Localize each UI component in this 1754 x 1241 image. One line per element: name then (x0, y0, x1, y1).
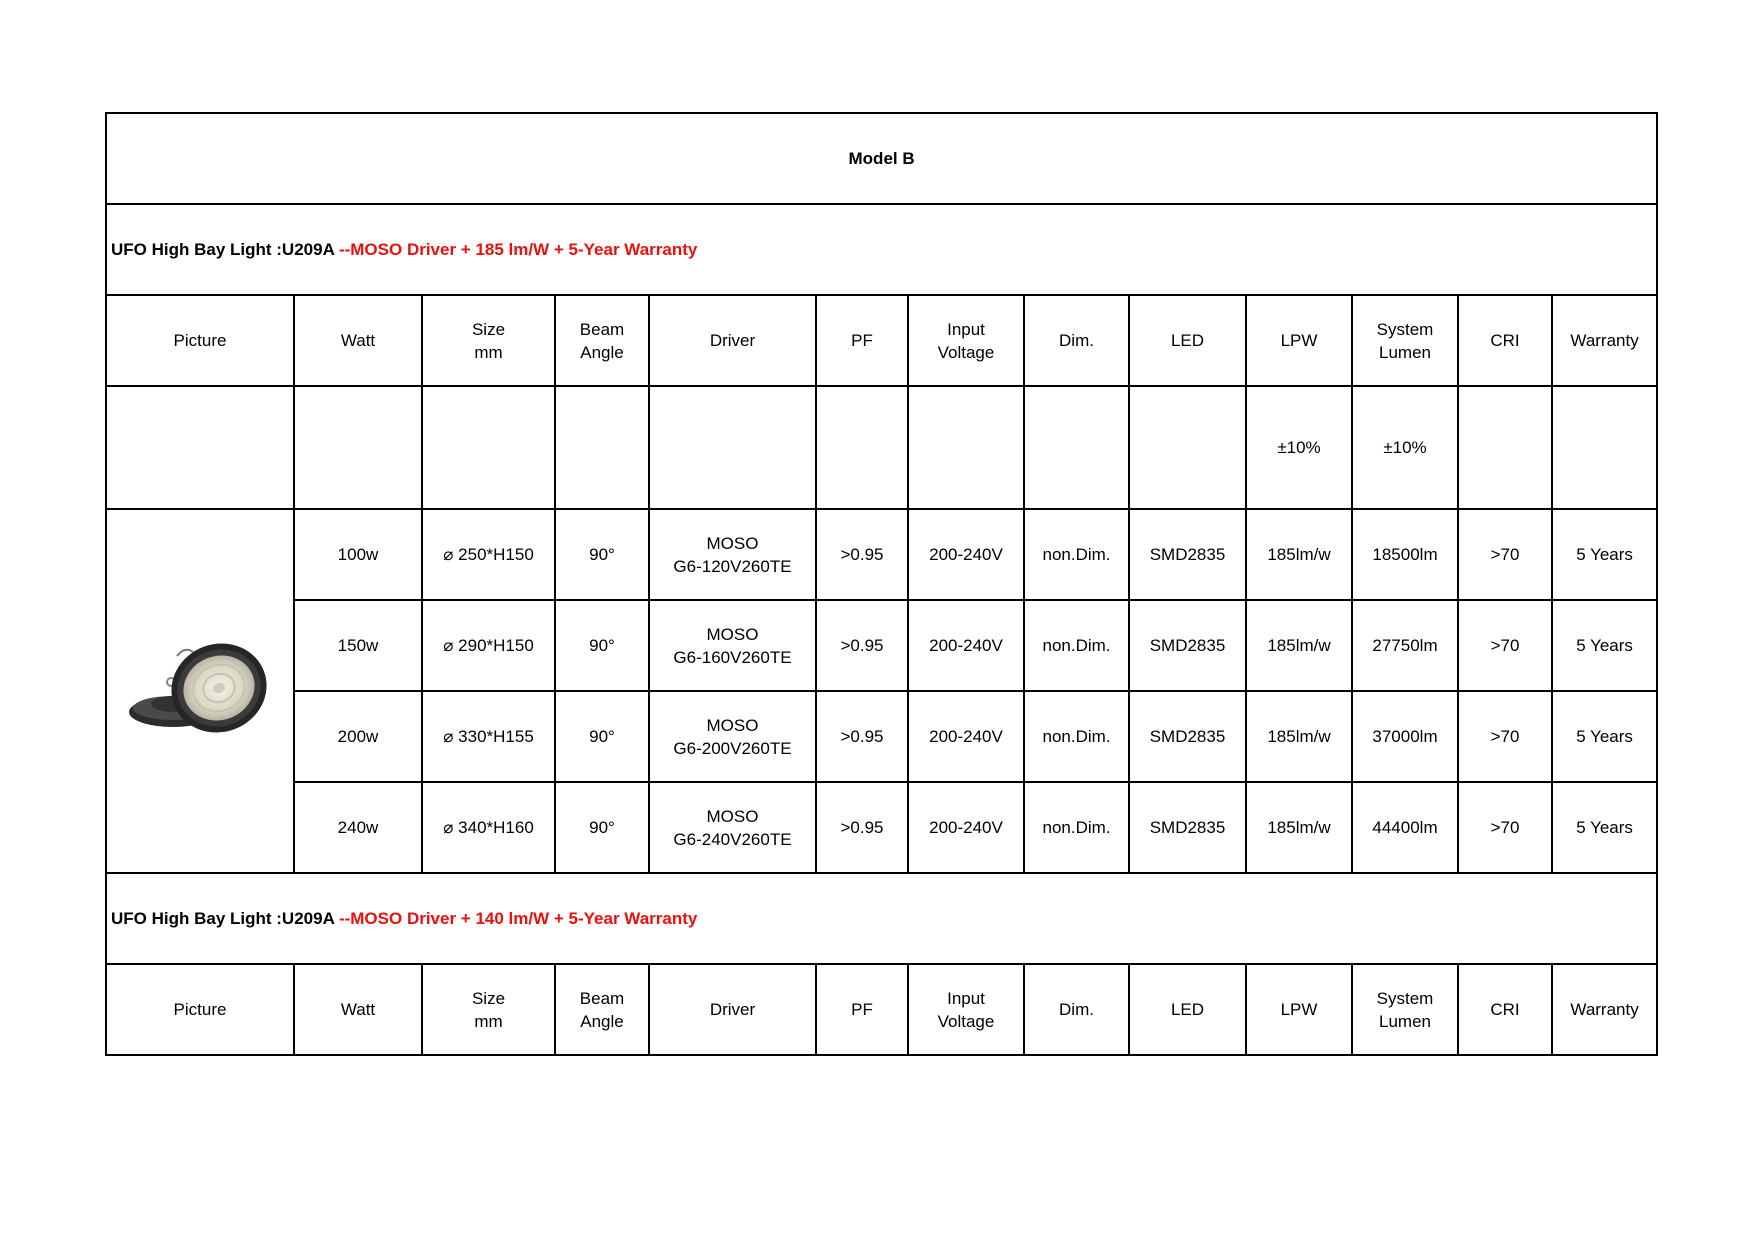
header-size: Size mm (422, 964, 555, 1055)
table-title: Model B (106, 113, 1657, 204)
header-picture: Picture (106, 964, 294, 1055)
watt-cell: 200w (294, 691, 422, 782)
header-driver: Driver (649, 295, 816, 386)
header-row (106, 964, 1657, 1055)
table-row (106, 509, 1657, 600)
ufo-high-bay-light-image (125, 636, 275, 746)
lumen-cell: 27750lm (1352, 600, 1458, 691)
beam-angle-cell: 90° (555, 509, 649, 600)
watt-cell: 150w (294, 600, 422, 691)
header-led: LED (1129, 964, 1246, 1055)
tolerance-row (106, 386, 1657, 509)
header-picture: Picture (106, 295, 294, 386)
header-beam-angle: Beam Angle (555, 964, 649, 1055)
header-row (106, 295, 1657, 386)
header-size: Size mm (422, 295, 555, 386)
voltage-cell: 200-240V (908, 691, 1024, 782)
voltage-cell: 200-240V (908, 600, 1024, 691)
led-cell: SMD2835 (1129, 782, 1246, 873)
spec-table (105, 112, 1658, 1056)
header-watt: Watt (294, 964, 422, 1055)
pf-cell: >0.95 (816, 782, 908, 873)
product-picture-cell (106, 509, 294, 873)
header-warranty: Warranty (1552, 295, 1657, 386)
header-input-voltage: Input Voltage (908, 295, 1024, 386)
dim-cell: non.Dim. (1024, 509, 1129, 600)
driver-cell: MOSO G6-160V260TE (649, 600, 816, 691)
header-dim: Dim. (1024, 964, 1129, 1055)
section-heading-highlight: --MOSO Driver + 140 lm/W + 5-Year Warranty (338, 909, 698, 928)
cri-cell: >70 (1458, 782, 1552, 873)
section-heading (106, 204, 1657, 295)
table-row (106, 782, 1657, 873)
lumen-cell: 18500lm (1352, 509, 1458, 600)
header-lpw: LPW (1246, 295, 1352, 386)
voltage-cell: 200-240V (908, 509, 1024, 600)
size-cell: ⌀ 290*H150 (422, 600, 555, 691)
pf-cell: >0.95 (816, 509, 908, 600)
warranty-cell: 5 Years (1552, 691, 1657, 782)
section-heading-prefix: UFO High Bay Light :U209A (111, 909, 339, 928)
watt-cell: 100w (294, 509, 422, 600)
table-row (106, 691, 1657, 782)
table-row (106, 600, 1657, 691)
pf-cell: >0.95 (816, 600, 908, 691)
header-pf: PF (816, 964, 908, 1055)
lpw-cell: 185lm/w (1246, 782, 1352, 873)
lumen-cell: 44400lm (1352, 782, 1458, 873)
section-heading-highlight: --MOSO Driver + 185 lm/W + 5-Year Warranty (338, 240, 698, 259)
lpw-cell: 185lm/w (1246, 600, 1352, 691)
dim-cell: non.Dim. (1024, 600, 1129, 691)
header-dim: Dim. (1024, 295, 1129, 386)
driver-cell: MOSO G6-240V260TE (649, 782, 816, 873)
lumen-cell: 37000lm (1352, 691, 1458, 782)
section-heading-row (106, 204, 1657, 295)
beam-angle-cell: 90° (555, 782, 649, 873)
beam-angle-cell: 90° (555, 600, 649, 691)
cri-cell: >70 (1458, 509, 1552, 600)
size-cell: ⌀ 250*H150 (422, 509, 555, 600)
header-input-voltage: Input Voltage (908, 964, 1024, 1055)
beam-angle-cell: 90° (555, 691, 649, 782)
header-driver: Driver (649, 964, 816, 1055)
warranty-cell: 5 Years (1552, 782, 1657, 873)
header-pf: PF (816, 295, 908, 386)
pf-cell: >0.95 (816, 691, 908, 782)
header-system-lumen: System Lumen (1352, 964, 1458, 1055)
driver-cell: MOSO G6-120V260TE (649, 509, 816, 600)
lpw-cell: 185lm/w (1246, 691, 1352, 782)
cri-cell: >70 (1458, 600, 1552, 691)
led-cell: SMD2835 (1129, 691, 1246, 782)
lpw-cell: 185lm/w (1246, 509, 1352, 600)
header-warranty: Warranty (1552, 964, 1657, 1055)
led-cell: SMD2835 (1129, 600, 1246, 691)
size-cell: ⌀ 340*H160 (422, 782, 555, 873)
header-lpw: LPW (1246, 964, 1352, 1055)
lpw-tolerance: ±10% (1246, 386, 1352, 509)
header-watt: Watt (294, 295, 422, 386)
dim-cell: non.Dim. (1024, 782, 1129, 873)
lumen-tolerance: ±10% (1352, 386, 1458, 509)
header-cri: CRI (1458, 964, 1552, 1055)
voltage-cell: 200-240V (908, 782, 1024, 873)
warranty-cell: 5 Years (1552, 600, 1657, 691)
warranty-cell: 5 Years (1552, 509, 1657, 600)
section-heading-prefix: UFO High Bay Light :U209A (111, 240, 339, 259)
driver-cell: MOSO G6-200V260TE (649, 691, 816, 782)
size-cell: ⌀ 330*H155 (422, 691, 555, 782)
header-led: LED (1129, 295, 1246, 386)
header-beam-angle: Beam Angle (555, 295, 649, 386)
led-cell: SMD2835 (1129, 509, 1246, 600)
header-cri: CRI (1458, 295, 1552, 386)
spec-sheet (105, 112, 1656, 1056)
dim-cell: non.Dim. (1024, 691, 1129, 782)
cri-cell: >70 (1458, 691, 1552, 782)
title-row (106, 113, 1657, 204)
section-heading (106, 873, 1657, 964)
watt-cell: 240w (294, 782, 422, 873)
header-system-lumen: System Lumen (1352, 295, 1458, 386)
section-heading-row (106, 873, 1657, 964)
